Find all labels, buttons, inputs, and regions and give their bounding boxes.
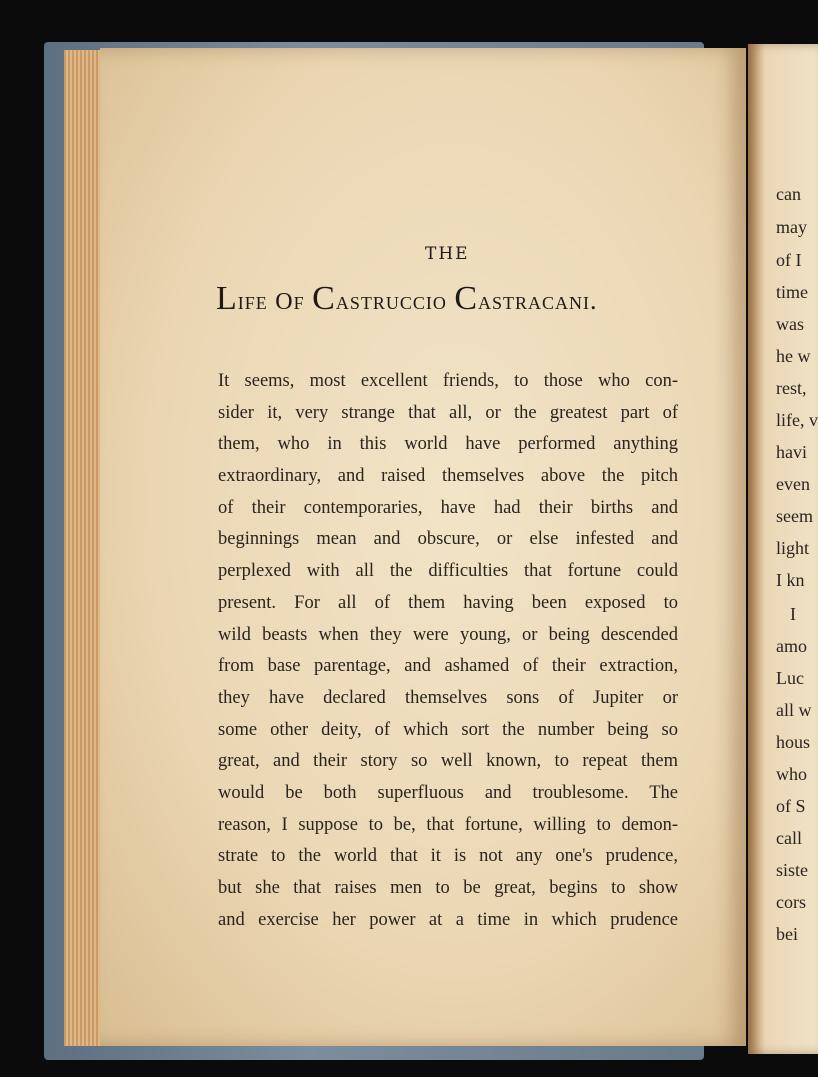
facing-page-line: he w <box>776 346 811 366</box>
text-line: It seems, most excellent friends, to those who con- <box>218 371 678 391</box>
text-line: wild beasts when they were young, or being descended <box>218 624 678 645</box>
facing-page-line: siste <box>776 860 809 880</box>
chapter-title-text: Life of Castruccio Castracani. <box>216 280 598 317</box>
text-line: they have declared themselves sons of Jupiter or <box>218 687 678 708</box>
text-line: sider it, very strange that all, or the greatest part of <box>218 402 678 423</box>
facing-page-line: bei <box>776 924 798 944</box>
facing-page-line: Luc <box>776 668 804 688</box>
chapter-title <box>216 280 598 318</box>
text-line: extraordinary, and raised themselves above the pitch <box>218 466 678 487</box>
facing-page-line: of S <box>776 796 806 816</box>
facing-page-line: time <box>776 282 808 302</box>
text-line: but she that raises men to be great, begins to show <box>218 878 678 898</box>
facing-page-line: all w <box>776 700 812 720</box>
facing-page-line: I <box>790 604 796 624</box>
facing-page-line: seem <box>776 506 813 526</box>
text-line: strate to the world that it is not any one's prudence, <box>218 846 678 867</box>
text-line: and exercise her power at a time in which prudence <box>218 909 678 930</box>
text-line: perplexed with all the difficulties that fortune could <box>218 561 678 582</box>
facing-page-line: who <box>776 764 807 784</box>
facing-page-line: was <box>776 314 804 334</box>
facing-page-line: cors <box>776 892 806 912</box>
text-line: of their contemporaries, have had their births and <box>218 497 678 518</box>
text-line: some other deity, of which sort the number being so <box>218 719 678 740</box>
text-line: reason, I suppose to be, that fortune, willing to demon- <box>218 814 678 835</box>
right-page <box>748 44 818 1054</box>
facing-page-line: of I <box>776 250 802 270</box>
facing-page-line: I kn <box>776 570 805 590</box>
body-text <box>218 366 678 936</box>
facing-page-line: light <box>776 538 810 558</box>
text-line: great, and their story so well known, to repeat them <box>218 751 678 772</box>
text-line: present. For all of them having been exposed to <box>218 592 678 613</box>
facing-page-line: amo <box>776 636 807 656</box>
text-line: would be both superfluous and troublesome. The <box>218 782 678 803</box>
heading-the: THE <box>425 244 470 264</box>
facing-page-line: havi <box>776 442 807 462</box>
facing-page-line: life, v <box>776 410 818 430</box>
facing-page-line: hous <box>776 732 811 752</box>
facing-page-line: even <box>776 474 810 494</box>
facing-page-line: rest, <box>776 378 807 398</box>
text-line: them, who in this world have performed anything <box>218 434 678 455</box>
facing-page-line: may <box>776 217 807 237</box>
text-line: from base parentage, and ashamed of their extraction, <box>218 656 678 677</box>
text-line: beginnings mean and obscure, or else infested and <box>218 529 678 550</box>
facing-page-line: call <box>776 828 802 848</box>
facing-page-line: can <box>776 184 801 204</box>
